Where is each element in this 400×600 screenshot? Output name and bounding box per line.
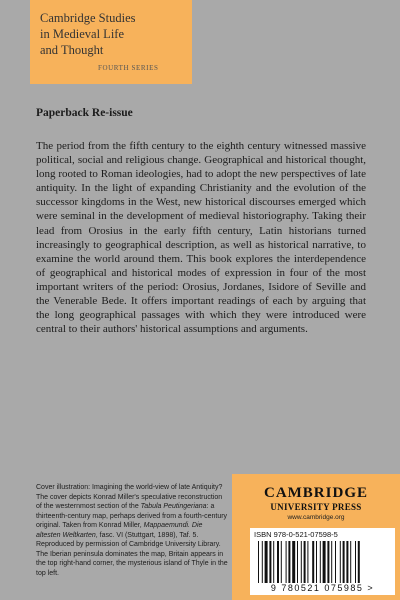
- cover-note-text-3: , fasc. VI (Stuttgart, 1898), Taf. 5. Reproduced by permission of Cambridge University Library. The Iberian peninsula dominates the map, Britain appears in the top right-hand corner, the mysterious island of Thyle in the top left.: [36, 531, 228, 577]
- barcode-bar: [304, 541, 306, 583]
- barcode-bar: [346, 541, 348, 583]
- barcode-area: [250, 528, 395, 595]
- barcode-bar: [331, 541, 332, 583]
- cover-note-italic-2: Mappaemundi. Die altesten Weltkarten: [36, 522, 203, 539]
- barcode-bar: [262, 541, 263, 583]
- barcode-bar: [286, 541, 287, 583]
- publisher-subtitle: UNIVERSITY PRESS: [270, 502, 362, 512]
- barcode-bar: [358, 541, 360, 583]
- cover-illustration-note: [36, 483, 228, 578]
- barcode-bar: [281, 541, 282, 583]
- barcode-bar: [269, 541, 271, 583]
- barcode-bar: [350, 541, 351, 583]
- isbn-label: ISBN 978-0-521-07598-5: [254, 530, 338, 539]
- cover-note-text-1: Cover illustration: Imagining the world-view of late Antiquity? The cover depicts Konrad Miller's speculative reconstruction of the westernmost section of the: [36, 484, 223, 510]
- barcode-bar: [355, 541, 356, 583]
- barcode-bar: [265, 541, 268, 583]
- cover-note-italic-1: Tabula Peutingeriana: [140, 503, 207, 510]
- publisher-name: CAMBRIDGE: [263, 485, 368, 501]
- barcode-bar: [288, 541, 290, 583]
- barcode-bar: [320, 541, 321, 583]
- reissue-label: Paperback Re-issue: [36, 107, 133, 119]
- series-title-line-3: and Thought: [40, 43, 104, 57]
- cover-note-text-2: : a thirteenth-century map, perhaps derived from a fourth-century original. Taken from Konrad Miller,: [36, 503, 228, 529]
- barcode-bar: [340, 541, 341, 583]
- barcode-bar: [327, 541, 329, 583]
- barcode-bar: [258, 541, 259, 583]
- barcode-bar: [297, 541, 298, 583]
- barcode-icon: [258, 541, 387, 583]
- series-subtitle: FOURTH SERIES: [98, 64, 159, 72]
- barcode-bar: [316, 541, 317, 583]
- barcode-bar: [323, 541, 326, 583]
- barcode-bar: [277, 541, 279, 583]
- series-title-line-1: Cambridge Studies: [40, 11, 136, 25]
- barcode-bar: [343, 541, 345, 583]
- barcode-bar: [307, 541, 308, 583]
- barcode-bar: [292, 541, 295, 583]
- barcode-bar: [273, 541, 274, 583]
- series-title-line-2: in Medieval Life: [40, 27, 124, 41]
- barcode-bar: [335, 541, 336, 583]
- series-box: [30, 0, 192, 84]
- publisher-url: www.cambridge.org: [287, 514, 345, 521]
- barcode-bar: [301, 541, 302, 583]
- book-blurb: The period from the fifth century to the eighth century witnessed massive political, social and religious change. Geographical and historical thought, long rooted to Roman ideologies, had to adopt the new perspectives of late antiquity. In the light of expanding Christianity and the evolution of the successor kingdoms in the West, new historical discourses emerged which were seminal in the development of medieval historiography. Taking their lead from Orosius in the early fifth century, Latin historians turned increasingly to geographical description, as well as historical narrative, to examine the world around them. This book explores the interdependence of geographical and historical modes of expression in four of the most important writers of the period: Orosius, Jordanes, Isidore of Seville and the Venerable Bede. It offers important readings of each by arguing that the long geographical passages with which they were introduced were central to their authors' historical assumptions and arguments.: [36, 140, 366, 336]
- barcode-bar: [312, 541, 314, 583]
- barcode-digits: 9 780521 075985 >: [270, 583, 375, 593]
